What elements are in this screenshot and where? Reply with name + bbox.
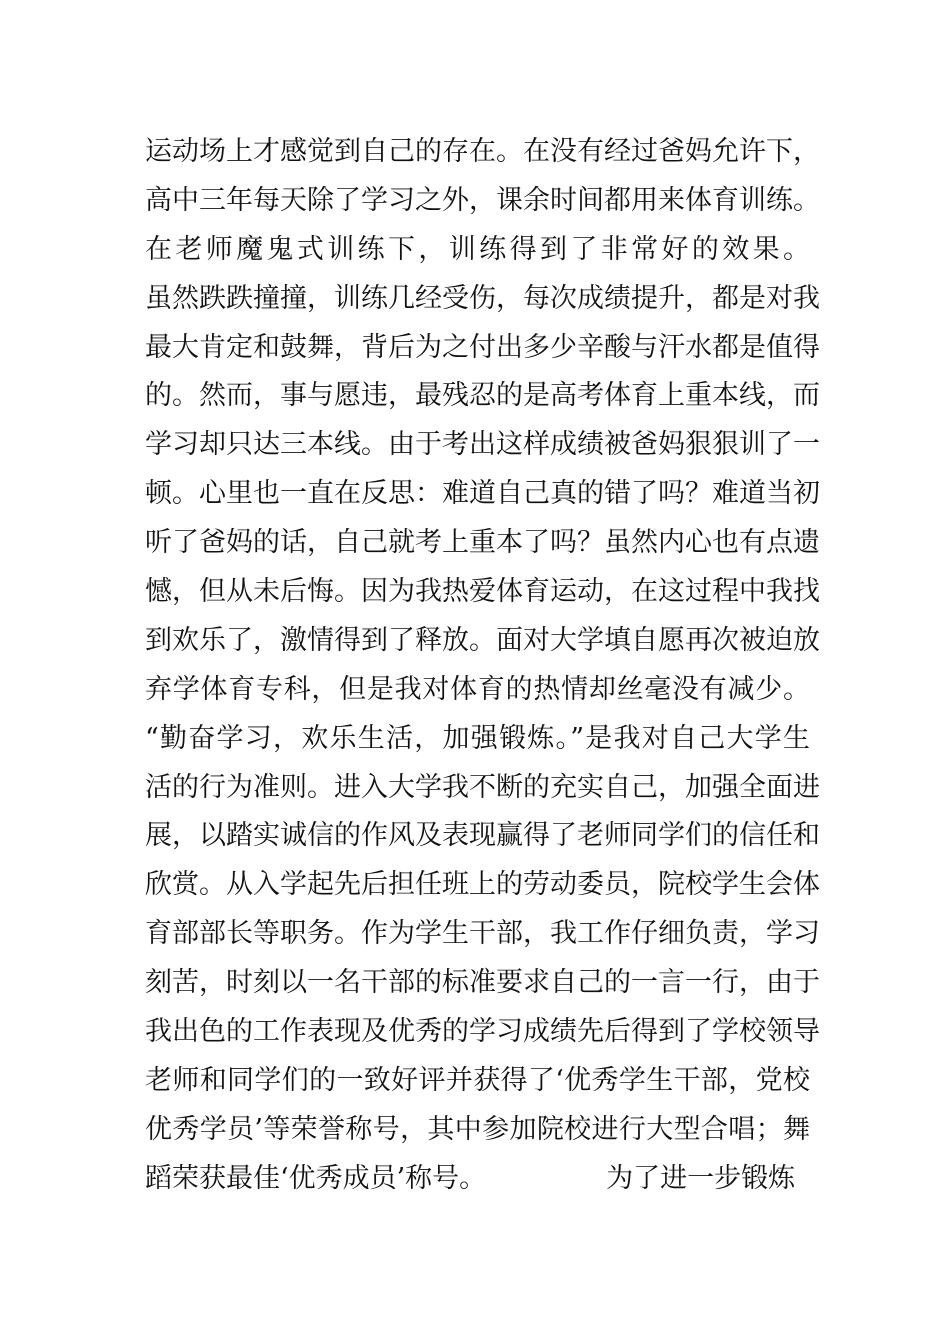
text-line-14: 活的行为准则。进入大学我不断的充实自己，加强全面进: [145, 771, 820, 803]
body-text: [145, 128, 820, 1204]
text-line-1: 运动场上才感觉到自己的存在。在没有经过爸妈允许下，: [145, 136, 820, 167]
text-line-13: “勤奋学习，欢乐生活，加强锻炼。”是我对自己大学生: [145, 722, 810, 754]
text-line-12: 弃学体育专科，但是我对体育的热情却丝毫没有减少。: [145, 673, 810, 705]
text-line-10: 憾，但从未后悔。因为我热爱体育运动，在这过程中我找: [145, 576, 820, 608]
text-line-22-end: 为了进一步锻炼: [606, 1162, 796, 1194]
text-line-3: 在老师魔鬼式训练下，训练得到了非常好的效果。: [145, 233, 810, 265]
text-line-7: 学习却只达三本线。由于考出这样成绩被爸妈狠狠训了一: [145, 429, 820, 461]
text-line-18: 刻苦，时刻以一名干部的标准要求自己的一言一行，由于: [145, 967, 820, 999]
text-line-20: 老师和同学们的一致好评并获得了‘优秀学生干部，党校: [145, 1064, 810, 1096]
text-line-8: 顿。心里也一直在反思：难道自己真的错了吗？难道当初: [145, 478, 820, 510]
text-line-19: 我出色的工作表现及优秀的学习成绩先后得到了学校领导: [145, 1016, 820, 1048]
text-line-21: 优秀学员’等荣誉称号，其中参加院校进行大型合唱；舞: [145, 1113, 810, 1145]
text-line-5: 最大肯定和鼓舞，背后为之付出多少辛酸与汗水都是值得: [145, 331, 820, 363]
text-line-22: [145, 1155, 810, 1204]
text-line-17: 育部部长等职务。作为学生干部，我工作仔细负责，学习: [145, 918, 820, 950]
text-line-2: 高中三年每天除了学习之外，课余时间都用来体育训练。: [145, 184, 820, 216]
text-line-4: 虽然跌跌撞撞，训练几经受伤，每次成绩提升，都是对我: [145, 282, 820, 314]
text-line-9: 听了爸妈的话，自己就考上重本了吗？虽然内心也有点遗: [145, 527, 820, 559]
text-line-6: 的。然而，事与愿违，最残忍的是高考体育上重本线，而: [145, 380, 820, 412]
text-line-15: 展，以踏实诚信的作风及表现赢得了老师同学们的信任和: [145, 820, 820, 852]
text-line-11: 到欢乐了，激情得到了释放。面对大学填自愿再次被迫放: [145, 624, 820, 656]
text-line-22-start: 蹈荣获最佳‘优秀成员’称号。: [145, 1162, 487, 1194]
text-line-16: 欣赏。从入学起先后担任班上的劳动委员，院校学生会体: [145, 869, 820, 901]
